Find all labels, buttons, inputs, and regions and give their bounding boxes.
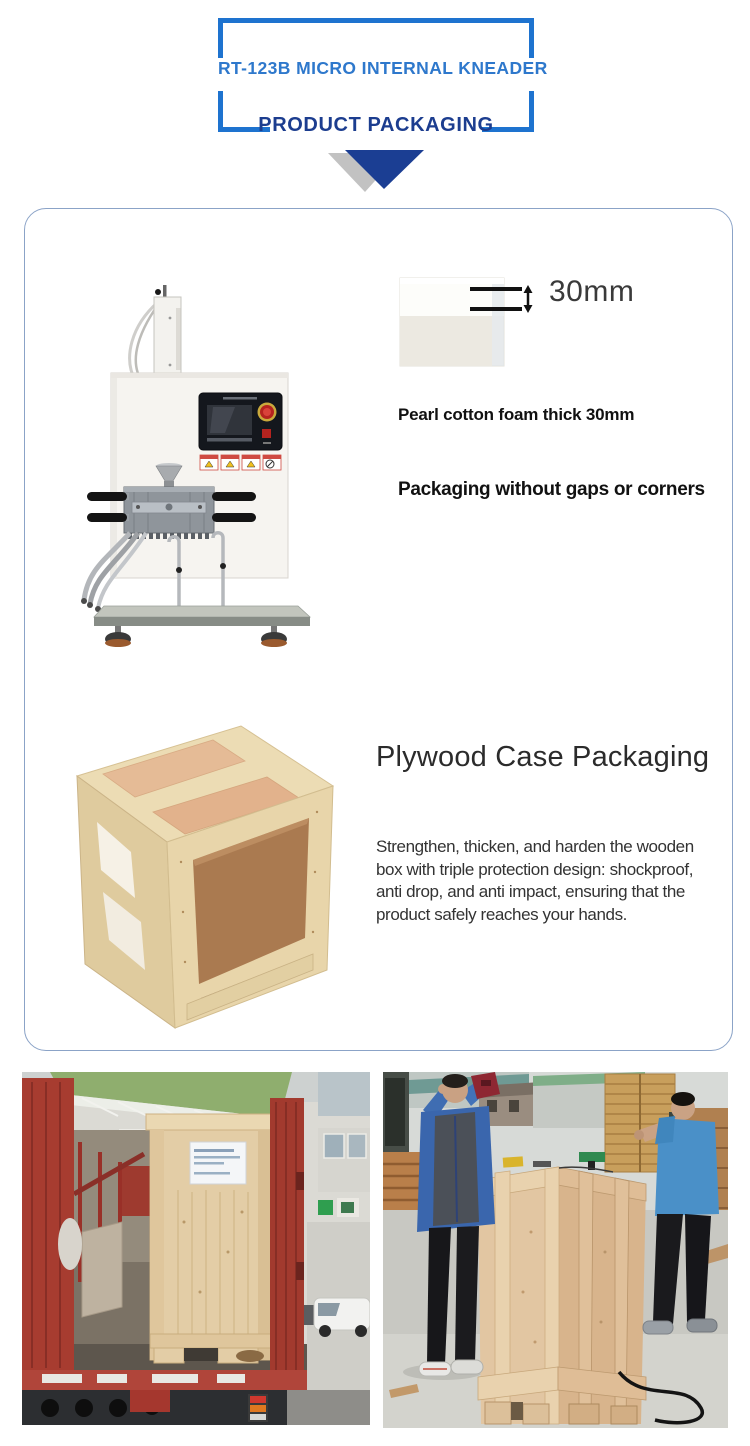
dimension-label: 30mm (549, 275, 635, 308)
dimension-top-bar (470, 287, 522, 291)
crate-being-assembled (478, 1152, 646, 1424)
yellow-tool (503, 1156, 524, 1167)
plywood-description-line: box with triple protection design: shockproof, (376, 859, 694, 879)
plywood-description-line: product safely reaches your hands. (376, 904, 627, 924)
kneader-machine-photo (60, 270, 390, 670)
crate-in-truck (146, 1114, 276, 1363)
dimension-arrow-icon (524, 285, 533, 313)
adjustable-feet (105, 626, 287, 647)
foam-caption: Pearl cotton foam thick 30mm (398, 405, 635, 424)
frame-left-upper (218, 18, 223, 58)
plywood-description (376, 836, 694, 926)
foam-note: Packaging without gaps or corners (398, 479, 705, 500)
plywood-description-line: Strengthen, thicken, and harden the wooden (376, 837, 694, 856)
crate-assembly-photo (383, 1072, 728, 1428)
frame-top-line (218, 18, 534, 23)
mixing-chamber (124, 487, 214, 539)
shipping-label (190, 1142, 246, 1184)
dimension-bottom-bar (470, 307, 522, 311)
truck-loading-photo (22, 1072, 370, 1425)
plywood-crate-photo (55, 712, 347, 1034)
tail-lamp (248, 1394, 268, 1422)
section-title: PRODUCT PACKAGING (258, 114, 494, 136)
frame-right-upper (529, 18, 534, 58)
product-title: RT-123B MICRO INTERNAL KNEADER (218, 58, 548, 78)
foam-figure (396, 274, 546, 374)
plywood-title: Plywood Case Packaging (376, 741, 710, 773)
plywood-description-line: anti drop, and anti impact, ensuring that the (376, 882, 685, 901)
building-sign (318, 1200, 333, 1215)
down-arrow-icon (320, 146, 430, 196)
control-panel (199, 393, 282, 450)
